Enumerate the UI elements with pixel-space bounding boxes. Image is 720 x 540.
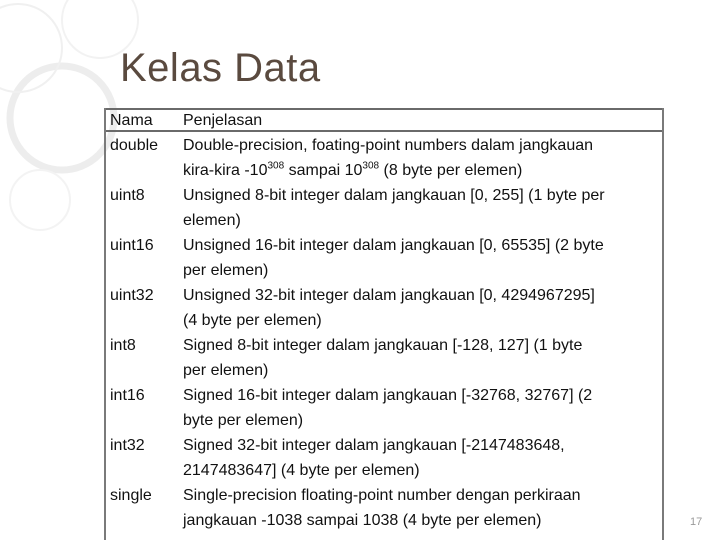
- row-desc-line2: byte per elemen): [183, 412, 304, 429]
- row-desc-line1: Unsigned 8-bit integer dalam jangkauan [0, 255] (1 byte per: [183, 187, 605, 204]
- row-name: uint8: [110, 187, 145, 204]
- row-name: uint16: [110, 237, 154, 254]
- row-desc-line2: elemen): [183, 212, 241, 229]
- row-desc-line2: (4 byte per elemen): [183, 312, 322, 329]
- row-desc-line2: kira-kira $-10^{308}$ sampai $10^{308}$ (8 byte per elemen): [183, 160, 523, 179]
- row-name: double: [110, 137, 159, 154]
- row-desc-line2: 2147483647] (4 byte per elemen): [183, 462, 420, 479]
- page-title: Kelas Data: [120, 46, 321, 90]
- row-desc-line1: Unsigned 32-bit integer dalam jangkauan [0, 4294967295]: [183, 287, 595, 304]
- row-desc-line1: Unsigned 16-bit integer dalam jangkauan [0, 65535] (2 byte: [183, 237, 604, 254]
- row-name: int16: [110, 387, 145, 404]
- row-desc-line2: per elemen): [183, 362, 269, 379]
- row-desc-line1: Signed 8-bit integer dalam jangkauan [-128, 127] (1 byte: [183, 337, 583, 354]
- row-name: single: [110, 487, 152, 504]
- page-number: 17: [690, 516, 703, 528]
- row-desc-line2: jangkauan -1038 sampai 1038 (4 byte per elemen): [183, 512, 542, 529]
- data-class-table: [104, 108, 664, 540]
- row-desc-line1: Double-precision, foating-point numbers dalam jangkauan: [183, 137, 594, 154]
- header-penjelasan: Penjelasan: [183, 112, 263, 129]
- row-name: int8: [110, 337, 136, 354]
- header-nama: Nama: [110, 112, 153, 129]
- row-desc-line1: Single-precision floating-point number dengan perkiraan: [183, 487, 581, 504]
- row-desc-line1: Signed 32-bit integer dalam jangkauan [-2147483648,: [183, 437, 565, 454]
- row-name: int32: [110, 437, 145, 454]
- row-desc-line1: Signed 16-bit integer dalam jangkauan [-32768, 32767] (2: [183, 387, 593, 404]
- row-desc-line2: per elemen): [183, 262, 269, 279]
- row-name: uint32: [110, 287, 154, 304]
